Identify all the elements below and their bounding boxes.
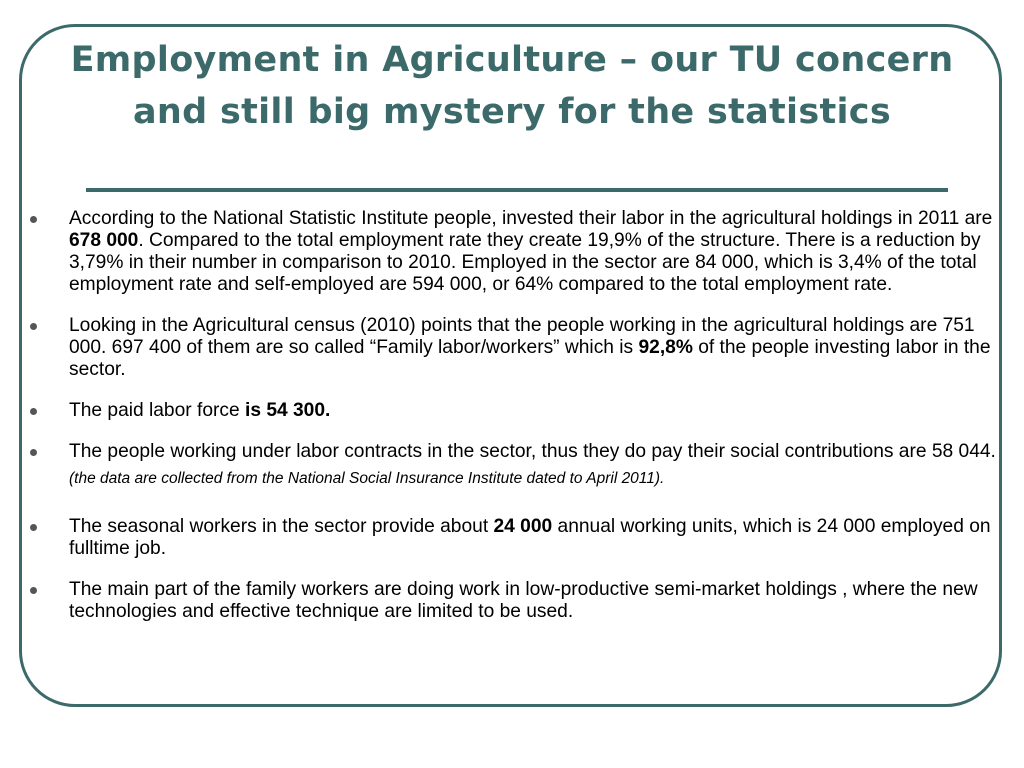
bullet-item [30, 441, 1002, 497]
bullet-text: According to the National Statistic Institute people, invested their labor in the agricultural holdings in 2011 are [69, 208, 993, 229]
bullet-text: The paid labor force [69, 400, 245, 421]
bullet-bold-value: is 54 300. [245, 400, 331, 421]
bullet-bold-value: 678 000 [69, 230, 139, 251]
bullet-item [30, 579, 1002, 623]
bullet-item [30, 315, 1002, 381]
source-note: (the data are collected from the National Social Insurance Institute dated to April 2011). [69, 470, 665, 487]
bullet-bold-value: 92,8% [638, 337, 693, 358]
bullet-text: The seasonal workers in the sector provide about [69, 516, 494, 537]
bullet-dot-icon [30, 449, 37, 456]
bullet-text: of the people investing labor in the sector. [69, 337, 991, 380]
bullet-list [30, 208, 1002, 623]
bullet-item [30, 208, 1002, 296]
bullet-text: The main part of the family workers are doing work in low-productive semi-market holdings , where the new technologies and effective technique are limited to be used. [69, 579, 978, 622]
slide-title: Employment in Agriculture – our TU concern and still big mystery for the statistics [70, 40, 954, 132]
bullet-dot-icon [30, 408, 37, 415]
bullet-item [30, 400, 1002, 422]
bullet-dot-icon [30, 587, 37, 594]
bullet-text: The people working under labor contracts in the sector, thus they do pay their social contributions are 58 044. [69, 441, 996, 462]
bullet-text: annual working units, which is 24 000 employed on fulltime job. [69, 516, 991, 559]
bullet-dot-icon [30, 524, 37, 531]
bullet-item [30, 516, 1002, 560]
bullet-dot-icon [30, 323, 37, 330]
title-underline [86, 188, 948, 192]
bullet-bold-value: 24 000 [493, 516, 553, 537]
bullet-dot-icon [30, 216, 37, 223]
bullet-text: Looking in the Agricultural census (2010) points that the people working in the agricultural holdings are 751 000. 697 400 of them are so called “Family labor/workers” which is [69, 315, 975, 358]
bullet-text: . Compared to the total employment rate they create 19,9% of the structure. There is a reduction by 3,79% in their number in comparison to 2010. Employed in the sector are 84 000, which is 3,4% of the total employment rate and self-employed are 594 000, or 64% compared to the total employment rate. [69, 230, 981, 295]
